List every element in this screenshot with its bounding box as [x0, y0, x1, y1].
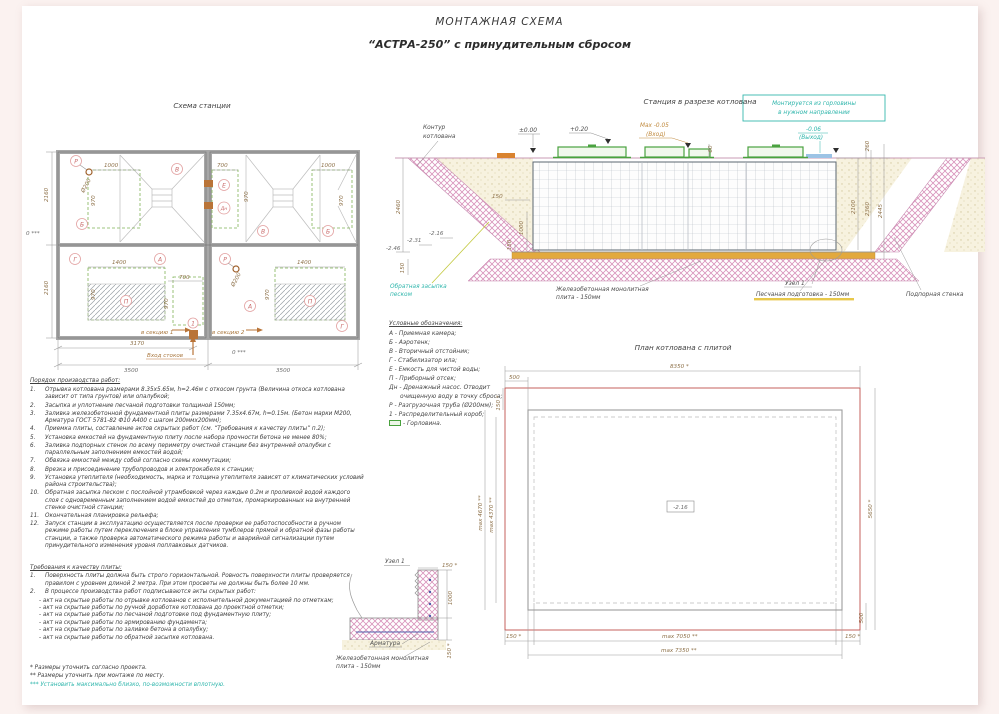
plan-title: Схема станции	[173, 101, 231, 110]
work-order-item: 12. Запуск станции в эксплуатацию осуществляется после проверки ее работоспособности в ручном режиме работы путем переключения в блоке управления тумблеров прямой и обратной фазы работы станции, а также проверка автоматического режима работы и аварийной сигнализации путем принудительного изменения уровня поплавковых датчиков.	[30, 521, 355, 549]
svg-text:2160: 2160	[44, 280, 50, 295]
svg-text:Вход стоков: Вход стоков	[147, 353, 184, 359]
svg-text:Монтируется из горловины: Монтируется из горловины	[772, 101, 856, 107]
svg-text:150 *: 150 *	[845, 634, 861, 640]
legend-item: А - Приемная камера;	[389, 330, 457, 337]
section-view-drawing	[385, 85, 995, 320]
legend-item: Б - Аэротенк;	[389, 339, 430, 346]
svg-text:970: 970	[91, 289, 97, 300]
svg-text:1000: 1000	[321, 163, 336, 169]
section-title: Станция в разрезе котлована	[643, 97, 757, 106]
svg-text:max 4370 **: max 4370 **	[489, 497, 495, 533]
svg-text:0 ***: 0 ***	[232, 350, 246, 356]
work-order-item: 8. Врезка и присоединение трубопроводов и электрокабеля к станции;	[30, 466, 254, 473]
svg-text:500: 500	[509, 375, 520, 381]
svg-text:песком: песком	[390, 292, 412, 298]
svg-text:А: А	[157, 256, 163, 264]
svg-text:Арматура: Арматура	[370, 641, 401, 647]
svg-text:1: 1	[191, 320, 195, 328]
pit-plan-title: План котлована с плитой	[634, 343, 732, 352]
footnote-1: * Размеры уточнить согласно проекта.	[30, 665, 147, 671]
svg-text:-0.06: -0.06	[806, 127, 821, 133]
svg-text:+0.20: +0.20	[570, 127, 589, 133]
work-order-item: 9. Установка утеплителя (необходимость, марка и толщина утеплителя зависят от климатических условий района строительства);	[30, 474, 364, 489]
svg-text:2360: 2360	[865, 201, 871, 217]
svg-text:-2.46: -2.46	[386, 246, 401, 252]
legend-item-neck: - Горловина.	[389, 420, 521, 429]
svg-text:970: 970	[339, 195, 345, 206]
work-order-item: 6. Заливка подпорных стенок по всему периметру очистной станции без внутренней опалубки с параллельным заполнением емкостей водой;	[30, 442, 331, 457]
svg-text:970: 970	[164, 298, 170, 309]
svg-text:Подпорная стенка: Подпорная стенка	[906, 292, 964, 298]
legend-title: Условные обозначения:	[389, 321, 463, 327]
page-subtitle: “АСТРА-250” с принудительным сбросом	[367, 38, 631, 51]
svg-text:в секцию 2: в секцию 2	[212, 330, 245, 336]
svg-text:150 *: 150 *	[496, 395, 502, 411]
svg-text:60: 60	[708, 145, 714, 153]
svg-text:max 4670 **: max 4670 **	[478, 495, 484, 531]
svg-text:в нужном направлении: в нужном направлении	[778, 110, 850, 116]
svg-text:1000: 1000	[519, 220, 525, 236]
svg-text:970: 970	[244, 191, 250, 202]
svg-text:В: В	[174, 166, 180, 174]
svg-text:Р: Р	[223, 256, 227, 264]
neck-symbol	[389, 420, 401, 426]
svg-text:0 ***: 0 ***	[26, 231, 40, 237]
svg-text:1000: 1000	[104, 163, 119, 169]
svg-text:2445: 2445	[878, 203, 884, 219]
legend-item: Г - Стабилизатор ила;	[389, 357, 457, 364]
footnote-3: *** Установить максимально близко, по-возможности вплотную.	[30, 681, 225, 688]
footnote-2: ** Размеры уточнить при монтаже по месту.	[30, 673, 165, 680]
section-manhole-covers	[553, 145, 808, 158]
legend-item: Е - Емкость для чистой воды;	[389, 366, 481, 373]
quality-title: Требования к качеству плиты:	[30, 565, 122, 571]
work-order-item: 11. Окончательная планировка рельефа;	[30, 512, 159, 519]
svg-text:Б: Б	[79, 221, 85, 229]
svg-text:-2.31: -2.31	[407, 238, 422, 244]
svg-text:150 *: 150 *	[442, 563, 458, 569]
svg-text:max 7050 **: max 7050 **	[662, 634, 698, 640]
svg-text:2460: 2460	[396, 199, 402, 215]
work-order-block	[30, 378, 364, 551]
svg-text:Обратная засыпка: Обратная засыпка	[390, 284, 447, 290]
svg-text:Р: Р	[74, 158, 78, 166]
legend-item: Р - Разгрузочная труба (Ø200мм);	[389, 402, 494, 409]
svg-text:П: П	[307, 298, 313, 306]
hidden-works-acts: - акт на скрытые работы по отрывке котлованов с исполнительной документацией по отметкам; - акт на скрытые работы по ручной доработке котлована до проектной отметки; - акт на скрытые работы по песчаной подготовке под фундаментную плиту; - акт на скрытые работы по армированию фундамента; - акт на скрытые работы по заливке бетона в опалубку; - акт на скрытые работы по обратной засыпке котлована.	[39, 597, 334, 641]
svg-text:Б: Б	[325, 228, 331, 236]
svg-text:Узел 1: Узел 1	[785, 281, 805, 287]
svg-text:Песчаная подготовка - 150мм: Песчаная подготовка - 150мм	[756, 292, 850, 298]
legend-item: В - Вторичный отстойник;	[389, 348, 470, 355]
legend-item: Дн - Дренажный насос. Отводит очищенную воду в точку сброса;	[389, 384, 503, 400]
svg-text:Е: Е	[222, 182, 226, 190]
svg-text:3500: 3500	[276, 368, 291, 374]
section-note-box	[743, 95, 885, 121]
svg-text:260: 260	[865, 140, 871, 152]
svg-text:1400: 1400	[112, 260, 127, 266]
footnotes	[30, 664, 370, 689]
svg-text:плита - 150мм: плита - 150мм	[556, 295, 601, 301]
svg-text:Ø200: Ø200	[230, 271, 243, 288]
svg-text:150: 150	[507, 239, 513, 251]
svg-text:700: 700	[217, 163, 228, 169]
svg-text:1400: 1400	[297, 260, 312, 266]
legend-item: П - Приборный отсек;	[389, 375, 456, 382]
svg-text:3170: 3170	[130, 341, 145, 347]
work-order-item: 3. Заливка железобетонной фундаментной плиты размерами 7.35х4.67м, h=0.15м. (Бетон марки М200, Арматура ГОСТ 5781-82 Ф10 А400 с шагом 200ммх200мм);	[30, 410, 352, 425]
work-order-item: 7. Обвязка емкостей между собой согласно схемы коммутации;	[30, 458, 232, 465]
section-tank-body	[497, 153, 836, 250]
quality-block	[30, 565, 366, 642]
svg-text:А: А	[247, 303, 253, 311]
svg-text:2100: 2100	[851, 199, 857, 215]
page-title: МОНТАЖНАЯ СХЕМА	[435, 16, 564, 28]
svg-text:150 *: 150 *	[447, 643, 453, 659]
svg-text:970: 970	[265, 289, 271, 300]
svg-text:1000: 1000	[448, 590, 454, 606]
svg-text:150: 150	[492, 194, 503, 200]
svg-text:3500: 3500	[124, 368, 139, 374]
svg-text:max 7350 **: max 7350 **	[661, 648, 697, 654]
work-order-item: 5. Установка емкостей на фундаментную плиту после набора прочности бетона не менее 80%;	[30, 434, 327, 441]
svg-text:Ø200: Ø200	[80, 177, 93, 194]
pit-plan-elevation-box	[667, 501, 694, 512]
svg-text:700: 700	[179, 275, 190, 281]
quality-item: 1. Поверхность плиты должна быть строго горизонтальной. Ровность поверхности плиты проверяется правилом с уровнем длиной 2 метра. При этом просветы не должны быть более 10 мм.	[30, 573, 350, 587]
svg-text:(Вход): (Вход)	[646, 132, 666, 138]
pit-plan-drawing	[470, 335, 895, 665]
work-order-item: 4. Приемка плиты, составление актов скрытых работ (см. “Требования к качеству плиты” п.2);	[30, 426, 326, 433]
work-order-title: Порядок производства работ:	[30, 378, 121, 384]
svg-text:В: В	[260, 228, 266, 236]
quality-item: 2. В процессе производства работ подписываются акты скрытых работ:	[30, 589, 256, 596]
svg-text:П: П	[123, 298, 129, 306]
work-order-item: 10. Обратная засыпка песком с послойной утрамбовкой через каждые 0.2м и проливкой водой каждого слоя с одновременным заполнением водой емкостей до отметок, промаркированных на внутренней стенке очистной станции;	[30, 490, 351, 511]
svg-text:-2.16: -2.16	[673, 505, 688, 511]
node-title: Узел 1	[385, 559, 405, 565]
legend-item: 1 - Распределительный короб;	[389, 411, 485, 418]
svg-text:Г: Г	[73, 256, 77, 264]
svg-text:8350 *: 8350 *	[670, 364, 689, 370]
svg-text:в секцию 1: в секцию 1	[141, 330, 174, 336]
svg-text:±0.00: ±0.00	[519, 128, 538, 134]
svg-text:Max -0.05: Max -0.05	[640, 123, 669, 129]
svg-text:5650 *: 5650 *	[868, 499, 874, 519]
svg-text:Контур: Контур	[423, 125, 446, 131]
svg-text:150: 150	[400, 262, 406, 274]
svg-text:Г: Г	[340, 323, 344, 331]
svg-text:плита - 150мм: плита - 150мм	[336, 664, 381, 670]
svg-text:-2.16: -2.16	[429, 231, 444, 237]
svg-text:500: 500	[859, 612, 865, 624]
svg-text:котлована: котлована	[423, 134, 456, 140]
work-order-item: 2. Засыпка и уплотнение песчаной подготовки толщиной 150мм;	[30, 402, 236, 409]
svg-text:(Выход): (Выход)	[799, 135, 824, 141]
svg-text:2160: 2160	[44, 187, 50, 202]
svg-text:Дн: Дн	[220, 207, 228, 212]
svg-text:970: 970	[91, 195, 97, 206]
svg-text:150 *: 150 *	[506, 634, 522, 640]
work-order-item: 1. Отрывка котлована размерами 8.35х5.65м, h=2.46м с откосом грунта (Величина откоса котлована зависит от типа грунтов) или опалубкой;	[30, 387, 345, 401]
svg-text:Железобетонная монолитная: Железобетонная монолитная	[556, 287, 649, 293]
svg-text:Железобетонная монолитная: Железобетонная монолитная	[336, 656, 429, 662]
station-plan-drawing	[25, 90, 380, 380]
